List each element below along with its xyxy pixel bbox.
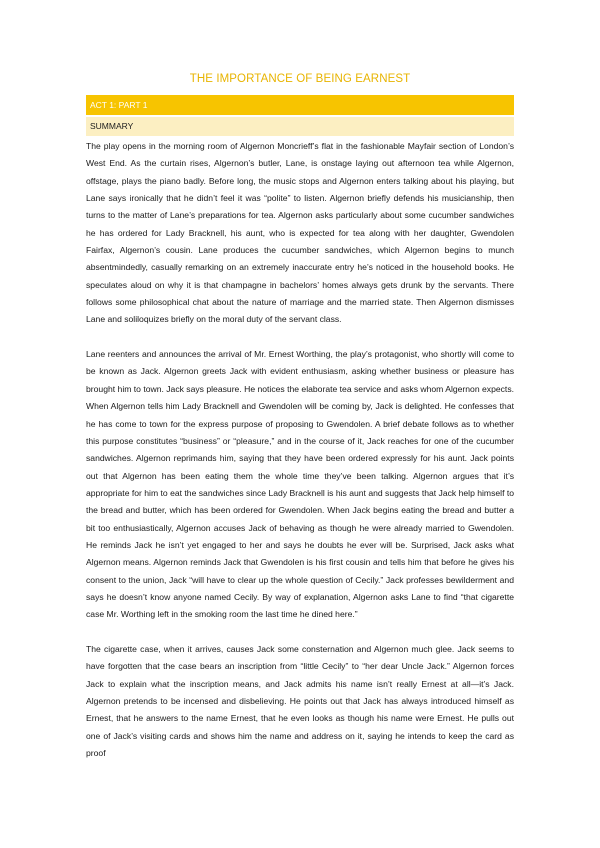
section-header-bar: ACT 1: PART 1 <box>86 95 514 115</box>
paragraph-3: The cigarette case, when it arrives, causes Jack some consternation and Algernon much glee. Jack seems to have forgotten that the case bears an inscription from “little Cecily” to “her dear Uncle Jack.” Algernon forces Jack to explain what the inscription means, and Jack admits his name isn’t really Ernest at all—it’s Jack. Algernon pretends to be incensed and disbelieving. He points out that Jack has always introduced himself as Ernest, that he answers to the name Ernest, that he even looks as though his name were Ernest. He pulls out one of Jack’s visiting cards and shows him the name and address on it, saying he intends to keep the card as proof <box>86 643 514 759</box>
subsection-header-bar: SUMMARY <box>86 117 514 136</box>
paragraph-gap <box>86 624 514 641</box>
paragraph-gap <box>86 329 514 346</box>
paragraph-1: The play opens in the morning room of Algernon Moncrieff’s flat in the fashionable Mayfair section of London’s West End. As the curtain rises, Algernon’s butler, Lane, is onstage laying out afternoon tea while Algernon, offstage, plays the piano badly. Before long, the music stops and Algernon enters talking about his playing, but Lane says ironically that he didn’t feel it was “polite” to listen. Algernon briefly defends his musicianship, then turns to the matter of Lane’s preparations for tea. Algernon asks particularly about some cucumber sandwiches he has ordered for Lady Bracknell, his aunt, who is expected for tea along with her daughter, Gwendolen Fairfax, Algernon’s cousin. Lane produces the cucumber sandwiches, which Algernon begins to munch absentmindedly, casually remarking on an extremely inaccurate entry he’s noticed in the household books. He speculates aloud on why it is that champagne in bachelors’ homes always gets drunk by the servants. There follows some philosophical chat about the nature of marriage and the married state. Then Algernon dismisses Lane and soliloquizes briefly on the moral duty of the servant class. <box>86 141 514 325</box>
document-title: THE IMPORTANCE OF BEING EARNEST <box>189 73 411 85</box>
summary-body <box>86 138 514 762</box>
paragraph-2: Lane reenters and announces the arrival of Mr. Ernest Worthing, the play’s protagonist, who shortly will come to be known as Jack. Algernon greets Jack with evident enthusiasm, asking whether business or pleasure has brought him to town. Jack says pleasure. He notices the elaborate tea service and asks whom Algernon expects. When Algernon tells him Lady Bracknell and Gwendolen will be coming by, Jack is delighted. He confesses that he has come to town for the express purpose of proposing to Gwendolen. A brief debate follows as to whether this purpose constitutes “business” or “pleasure,” and in the course of it, Jack reaches for one of the cucumber sandwiches. Algernon reprimands him, saying that they have been ordered expressly for his aunt. Jack points out that Algernon has been eating them the whole time they’ve been talking. Algernon argues that it’s appropriate for him to eat the sandwiches since Lady Bracknell is his aunt and suggests that Jack help himself to the bread and butter, which has been ordered for Gwendolen. When Jack begins eating the bread and butter a bit too enthusiastically, Algernon accuses Jack of behaving as though he were already married to Gwendolen. He reminds Jack he isn’t yet engaged to her and says he doubts he ever will be. Surprised, Jack asks what Algernon means. Algernon reminds Jack that Gwendolen is his first cousin and tells him that before he gives his consent to the union, Jack “will have to clear up the whole question of Cecily.” Jack professes bewilderment and says he doesn’t know anyone named Cecily. By way of explanation, Algernon asks Lane to find “that cigarette case Mr. Worthing left in the smoking room the last time he dined here.” <box>86 349 515 620</box>
